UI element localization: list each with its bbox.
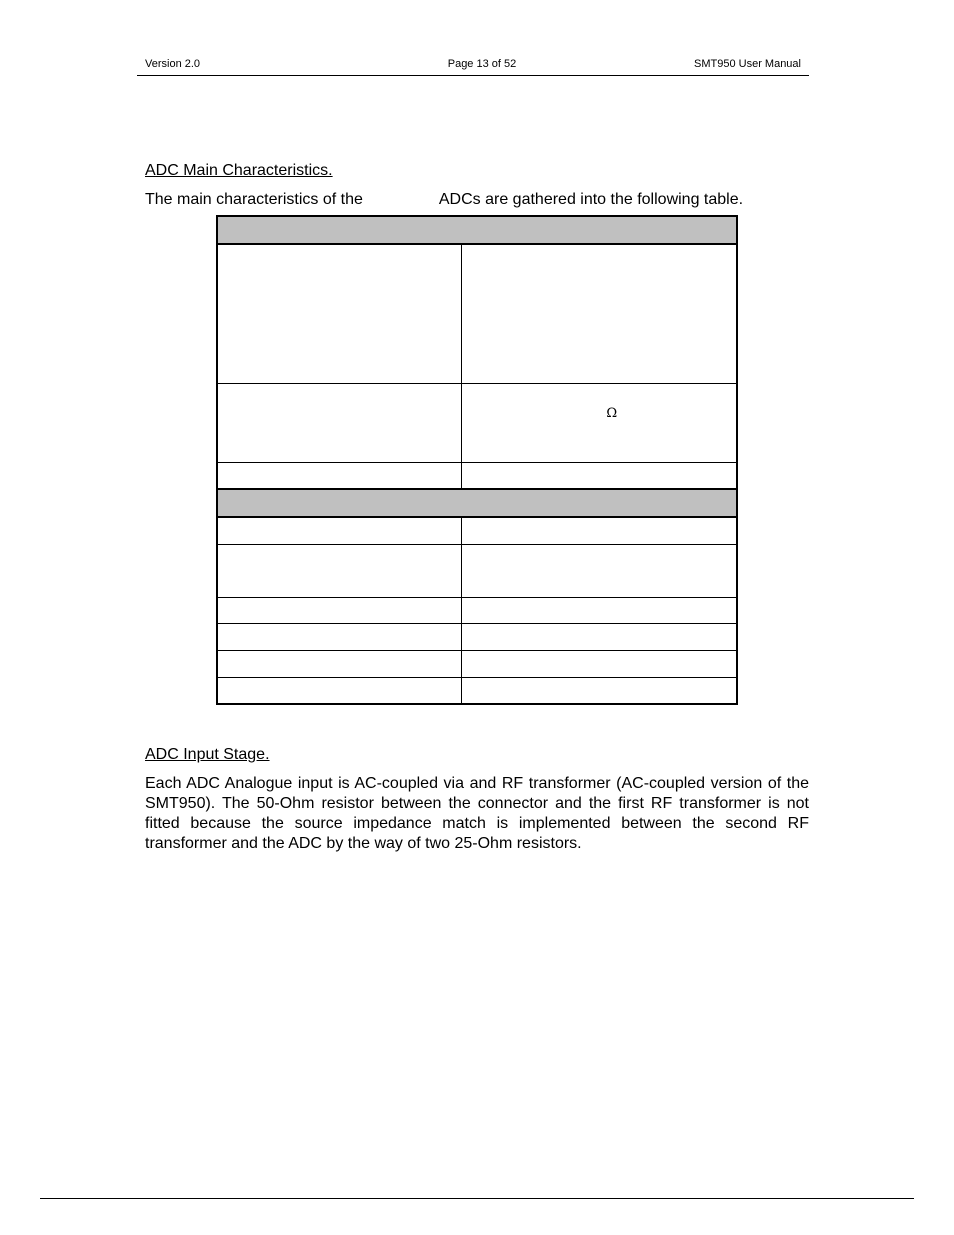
section-heading-adc-characteristics: ADC Main Characteristics.: [145, 162, 333, 179]
table-cell-label: [217, 650, 462, 677]
table-row: [217, 544, 737, 597]
table-group-header-cell: [217, 216, 737, 244]
table-cell-value: [462, 597, 737, 623]
table-row: [217, 597, 737, 623]
table-cell-label: [217, 462, 462, 489]
table-cell-label: [217, 597, 462, 623]
table-row: [217, 244, 737, 383]
table-row: [217, 677, 737, 704]
adc-characteristics-table: [216, 215, 738, 705]
table-cell-label: [217, 544, 462, 597]
table-cell-value: [462, 677, 737, 704]
table-cell-value: [462, 544, 737, 597]
section-heading-adc-input-stage: ADC Input Stage.: [145, 746, 270, 763]
table-group-header-cell: [217, 489, 737, 517]
intro-text-part2: ADCs are gathered into the following table.: [438, 191, 744, 208]
table-cell-label: [217, 677, 462, 704]
table-row: [217, 650, 737, 677]
footer-divider: [40, 1198, 914, 1199]
table-cell-label: [217, 623, 462, 650]
table-cell-value: [462, 650, 737, 677]
table-cell-value: [462, 517, 737, 544]
header-version: Version 2.0: [145, 58, 201, 70]
table-row: [217, 383, 737, 462]
table-cell-label: [217, 517, 462, 544]
page-header: [137, 57, 809, 76]
input-stage-paragraph: Each ADC Analogue input is AC-coupled via and RF transformer (AC-coupled version of the SMT950). The 50-Ohm resistor between the connector and the first RF transformer is not fitted because the source impedance match is implemented between the second RF transformer and the ADC by the way of two 25-Ohm resistors.: [145, 775, 809, 852]
table-group-header: [217, 216, 737, 244]
intro-sentence: [145, 190, 743, 210]
header-manual-title: SMT950 User Manual: [694, 58, 801, 70]
table-row: [217, 623, 737, 650]
table-cell-value: [462, 623, 737, 650]
intro-text-part1: The main characteristics of the: [145, 191, 363, 208]
table-cell-label: [217, 383, 462, 462]
table-group-header: [217, 489, 737, 517]
table-cell-value: [462, 383, 737, 462]
table-cell-value: [462, 462, 737, 489]
table-row: [217, 517, 737, 544]
table-cell-label: [217, 244, 462, 383]
table-cell-value: [462, 244, 737, 383]
table-row: [217, 462, 737, 489]
header-page-number: Page 13 of 52: [447, 58, 517, 70]
omega-symbol: Ω: [606, 405, 618, 421]
